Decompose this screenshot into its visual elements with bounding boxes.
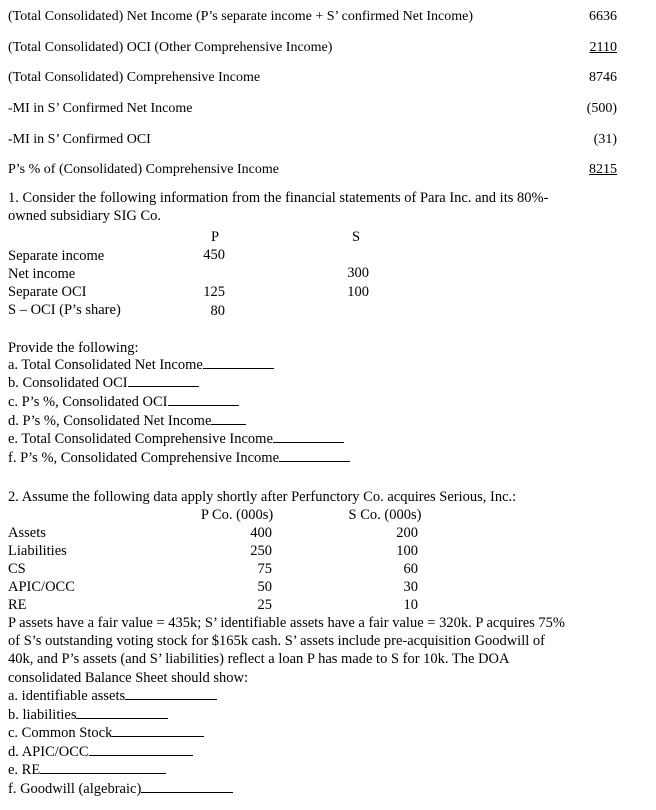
- q1-row-p-value: 450: [203, 247, 225, 263]
- q1-item-a: a. Total Consolidated Net Income: [8, 357, 203, 373]
- q1-intro-line1: 1. Consider the following information from the financial statements of Para Inc. and its 80%-: [8, 190, 549, 206]
- answer-blank[interactable]: [40, 772, 166, 774]
- q1-row-p-value: 80: [210, 303, 225, 319]
- q1-row-label: S – OCI (P’s share): [8, 302, 121, 318]
- q2-row-label: Assets: [8, 525, 46, 541]
- q2-item-b: b. liabilities: [8, 707, 77, 723]
- answer-blank[interactable]: [125, 698, 217, 700]
- q2-row-label: RE: [8, 597, 27, 613]
- summary-label-oci: (Total Consolidated) OCI (Other Comprehensive Income): [8, 40, 333, 55]
- q2-item-f: f. Goodwill (algebraic): [8, 781, 142, 797]
- summary-value-oci: 2110: [589, 40, 617, 55]
- summary-label-p-share: P’s % of (Consolidated) Comprehensive Income: [8, 162, 280, 177]
- q2-row-label: Liabilities: [8, 543, 67, 559]
- q2-row-p-value: 25: [257, 597, 272, 613]
- answer-blank[interactable]: [211, 423, 246, 425]
- q2-item-e: e. RE: [8, 762, 41, 778]
- q2-row-s-value: 100: [396, 543, 418, 559]
- q1-item-f: f. P’s %, Consolidated Comprehensive Income: [8, 450, 280, 466]
- answer-blank[interactable]: [112, 735, 204, 737]
- q1-item-b: b. Consolidated OCI: [8, 375, 128, 391]
- q2-item-d: d. APIC/OCC: [8, 744, 89, 760]
- answer-blank[interactable]: [168, 404, 239, 406]
- q1-row-label: Net income: [8, 266, 76, 282]
- q2-item-c: c. Common Stock: [8, 725, 113, 741]
- q2-paragraph-line: 40k, and P’s assets (and S’ liabilities) reflect a loan P has made to S for 10k. The DOA: [8, 651, 510, 667]
- summary-value-mi-oci: (31): [593, 132, 617, 147]
- q2-row-s-value: 200: [396, 525, 418, 541]
- q1-col-header-s: S: [351, 229, 361, 245]
- q2-row-p-value: 50: [257, 579, 272, 595]
- q2-row-label: APIC/OCC: [8, 579, 75, 595]
- q1-item-d: d. P’s %, Consolidated Net Income: [8, 413, 212, 429]
- q2-item-a: a. identifiable assets: [8, 688, 126, 704]
- q1-item-c: c. P’s %, Consolidated OCI: [8, 394, 168, 410]
- q1-row-s-value: 100: [347, 284, 369, 300]
- q2-row-s-value: 30: [403, 579, 418, 595]
- q2-paragraph-line: of S’s outstanding voting stock for $165k cash. S’ assets include pre-acquisition Goodwill of: [8, 633, 545, 649]
- answer-blank[interactable]: [203, 367, 274, 369]
- q2-row-s-value: 60: [403, 561, 418, 577]
- summary-value-net-income: 6636: [589, 9, 617, 24]
- answer-blank[interactable]: [279, 460, 350, 462]
- answer-blank[interactable]: [128, 385, 199, 387]
- summary-label-mi-oci: -MI in S’ Confirmed OCI: [8, 132, 151, 147]
- q2-paragraph-line: consolidated Balance Sheet should show:: [8, 670, 249, 686]
- q2-row-s-value: 10: [403, 597, 418, 613]
- q1-item-e: e. Total Consolidated Comprehensive Income: [8, 431, 273, 447]
- q2-row-p-value: 75: [257, 561, 272, 577]
- q1-row-label: Separate income: [8, 248, 105, 264]
- summary-label-net-income: (Total Consolidated) Net Income (P’s separate income + S’ confirmed Net Income): [8, 9, 474, 24]
- answer-blank[interactable]: [76, 717, 168, 719]
- summary-label-mi-net-income: -MI in S’ Confirmed Net Income: [8, 101, 193, 116]
- answer-blank[interactable]: [273, 441, 344, 443]
- q1-row-label: Separate OCI: [8, 284, 87, 300]
- q2-col-header-p: P Co. (000s): [200, 507, 274, 523]
- summary-value-p-share: 8215: [589, 162, 617, 177]
- q2-row-p-value: 250: [250, 543, 272, 559]
- q1-intro-line2: owned subsidiary SIG Co.: [8, 208, 162, 224]
- q2-col-header-s: S Co. (000s): [348, 507, 422, 523]
- summary-value-comprehensive-income: 8746: [589, 70, 617, 85]
- q2-row-p-value: 400: [250, 525, 272, 541]
- summary-value-mi-net-income: (500): [586, 101, 617, 116]
- q2-intro: 2. Assume the following data apply shortly after Perfunctory Co. acquires Serious, Inc.:: [8, 489, 517, 505]
- summary-label-comprehensive-income: (Total Consolidated) Comprehensive Income: [8, 70, 261, 85]
- q1-col-header-p: P: [210, 229, 220, 245]
- q1-row-p-value: 125: [203, 284, 225, 300]
- q1-provide-heading: Provide the following:: [8, 340, 139, 356]
- q2-paragraph-line: P assets have a fair value = 435k; S’ identifiable assets have a fair value = 320k. P acquires 75%: [8, 615, 565, 631]
- answer-blank[interactable]: [141, 791, 233, 793]
- q1-row-s-value: 300: [347, 265, 369, 281]
- q2-row-label: CS: [8, 561, 26, 577]
- answer-blank[interactable]: [89, 754, 193, 756]
